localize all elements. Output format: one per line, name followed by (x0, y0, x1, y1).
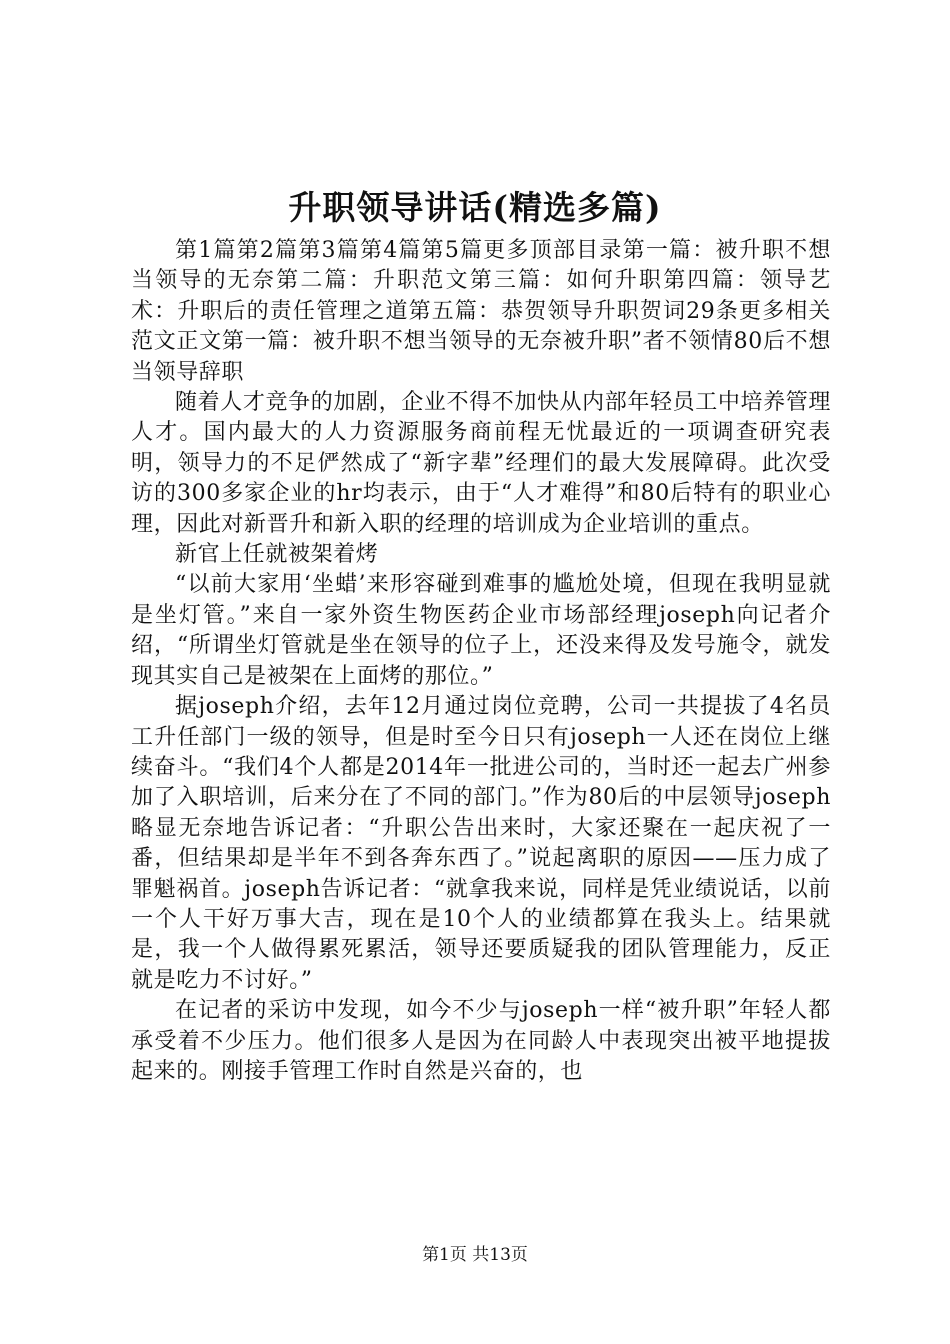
paragraph-toc: 第1篇第2篇第3篇第4篇第5篇更多顶部目录第一篇：被升职不想当领导的无奈第二篇：升职范文第三篇：如何升职第四篇：领导艺术：升职后的责任管理之道第五篇：恭贺领导升职贺词29条更多相关范文正文第一篇：被升职不想当领导的无奈被升职”者不领情80后不想当领导辞职 (131, 238, 831, 385)
document-title: 升职领导讲话(精选多篇) (288, 188, 662, 227)
section-heading: 新官上任就被架着烤 (175, 542, 379, 568)
paragraph-intro: 随着人才竞争的加剧，企业不得不加快从内部年轻员工中培养管理人才。国内最大的人力资源服务商前程无忧最近的一项调查研究表明，领导力的不足俨然成了“新字辈”经理们的最大发展障碍。此次受访的300多家企业的hr均表示，由于“人才难得”和80后特有的职业心理，因此对新晋升和新入职的经理的培训成为企业培训的重点。 (131, 390, 831, 537)
paragraph-quote: “以前大家用‘坐蜡’来形容碰到难事的尴尬处境，但现在我明显就是坐灯管。”来自一家外资生物医药企业市场部经理joseph向记者介绍，“所谓坐灯管就是坐在领导的位子上，还没来得及发号施令，就发现其实自己是被架在上面烤的那位。” (131, 572, 831, 689)
paragraph-interview: 在记者的采访中发现，如今不少与joseph一样“被升职”年轻人都承受着不少压力。他们很多人是因为在同龄人中表现突出被平地提拔起来的。刚接手管理工作时自然是兴奋的，也 (131, 998, 831, 1084)
page-footer: 第1页 共13页 (422, 1245, 528, 1265)
document-body (131, 236, 831, 1087)
paragraph-joseph: 据joseph介绍，去年12月通过岗位竞聘，公司一共提拔了4名员工升任部门一级的领导，但是时至今日只有joseph一人还在岗位上继续奋斗。“我们4个人都是2014年一批进公司的，当时还一起去广州参加了入职培训，后来分在了不同的部门。”作为80后的中层领导joseph略显无奈地告诉记者：“升职公告出来时，大家还聚在一起庆祝了一番，但结果却是半年不到各奔东西了。”说起离职的原因——压力成了罪魁祸首。joseph告诉记者：“就拿我来说，同样是凭业绩说话，以前一个人干好万事大吉，现在是10个人的业绩都算在我头上。结果就是，我一个人做得累死累活，领导还要质疑我的团队管理能力，反正就是吃力不讨好。” (131, 694, 831, 993)
